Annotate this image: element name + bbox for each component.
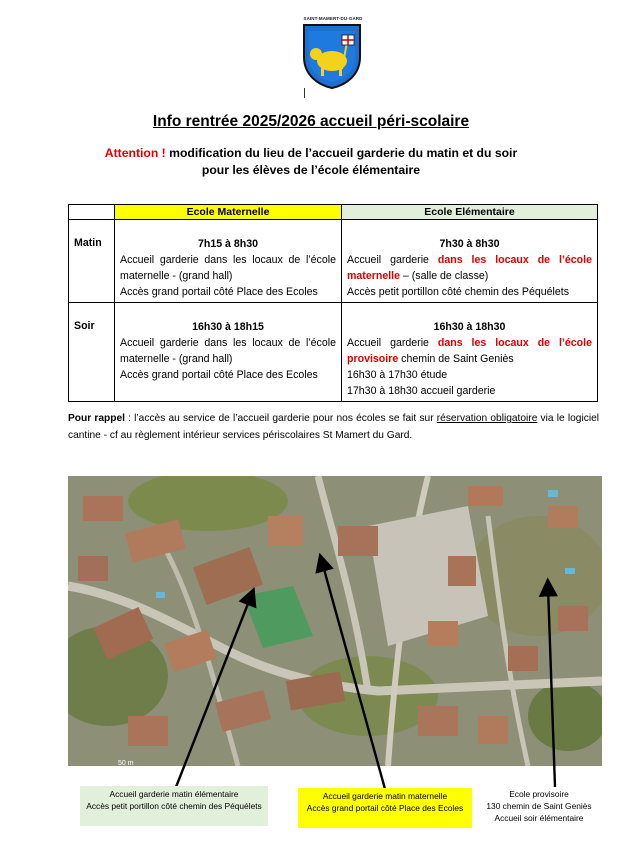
cell-access: Accès grand portail côté Place des Ecoles <box>120 369 318 381</box>
subtitle-text: modification du lieu de l’accueil garderie du matin et du soir <box>165 146 518 160</box>
header-maternelle: Ecole Maternelle <box>115 205 342 220</box>
rappel-paragraph <box>68 410 599 444</box>
caption-line: Accès grand portail côté Place des Ecoles <box>306 803 464 813</box>
cell-text-pre: Accueil garderie <box>347 254 438 266</box>
logo-caption: SAINT-MAMERT-DU-GARD <box>303 16 363 21</box>
rappel-text-1: : l’accès au service de l’accueil garderie pour nos écoles se fait sur <box>124 413 437 424</box>
subtitle <box>0 145 622 179</box>
cell-soir-maternelle <box>115 303 342 402</box>
coat-of-arms-icon <box>302 23 362 89</box>
schedule-table <box>68 204 598 402</box>
header-elementaire: Ecole Elémentaire <box>342 205 598 220</box>
divider <box>304 88 305 98</box>
row-label-soir: Soir <box>69 303 115 402</box>
table-row <box>69 220 598 303</box>
caption-ecole-provisoire <box>470 786 608 826</box>
attention-label: Attention ! <box>104 146 166 160</box>
cell-access: Accès grand portail côté Place des Ecoles <box>120 286 318 298</box>
cell-matin-elementaire <box>342 220 598 303</box>
caption-line: Accueil garderie matin maternelle <box>322 791 448 801</box>
cell-matin-maternelle <box>115 220 342 303</box>
page-title: Info rentrée 2025/2026 accueil péri-scolaire <box>152 113 470 130</box>
cell-text: Accueil garderie dans les locaux de l’école maternelle - (grand hall) <box>120 337 336 365</box>
cell-text <box>347 252 592 284</box>
rappel-underlined: réservation obligatoire <box>436 413 538 424</box>
table-row <box>69 303 598 402</box>
aerial-photo <box>68 476 602 766</box>
cell-extra-etude: 16h30 à 17h30 étude <box>347 369 448 381</box>
rappel-bold: Pour rappel <box>68 413 125 424</box>
table-corner-cell <box>69 205 115 220</box>
subtitle-line-1 <box>0 145 622 162</box>
time-range: 7h15 à 8h30 <box>197 238 259 250</box>
rappel-text-2: via le logiciel cantine - cf au règlement intérieur services périscolaires St Mamert du Gard. <box>68 413 600 441</box>
logo <box>298 16 368 100</box>
cell-highlight: dans les locaux de l’école provisoire <box>347 337 592 365</box>
caption-elementaire-morning <box>80 786 268 826</box>
row-label-matin: Matin <box>69 220 115 303</box>
subtitle-line-2: pour les élèves de l’école élémentaire <box>201 163 421 177</box>
map-scale-label: 50 m <box>118 760 134 766</box>
time-range: 16h30 à 18h15 <box>192 321 264 333</box>
cell-highlight: dans les locaux de l’école maternelle <box>347 254 592 282</box>
cell-text: Accueil garderie dans les locaux de l’école maternelle - (grand hall) <box>120 254 336 282</box>
table-header-row <box>69 205 598 220</box>
time-range: 7h30 à 8h30 <box>439 238 500 250</box>
time-range: 16h30 à 18h30 <box>433 321 506 333</box>
cell-soir-elementaire <box>342 303 598 402</box>
cell-text-post: – (salle de classe) <box>400 270 489 282</box>
cell-text-pre: Accueil garderie <box>347 337 438 349</box>
cell-access: Accès petit portillon côté chemin des Péquélets <box>347 286 570 298</box>
caption-line: Accueil garderie matin élémentaire <box>109 789 239 799</box>
caption-line: 130 chemin de Saint Geniès <box>486 801 592 811</box>
cell-extra-garderie: 17h30 à 18h30 accueil garderie <box>347 385 496 397</box>
cell-text <box>347 335 592 367</box>
caption-maternelle-morning <box>298 788 472 828</box>
aerial-map <box>68 476 602 766</box>
cell-text-post: chemin de Saint Geniès <box>398 353 514 365</box>
caption-line: Ecole provisoire <box>509 789 569 799</box>
caption-line: Accueil soir élémentaire <box>494 813 584 823</box>
caption-line: Accès petit portillon côté chemin des Péquélets <box>86 801 262 811</box>
